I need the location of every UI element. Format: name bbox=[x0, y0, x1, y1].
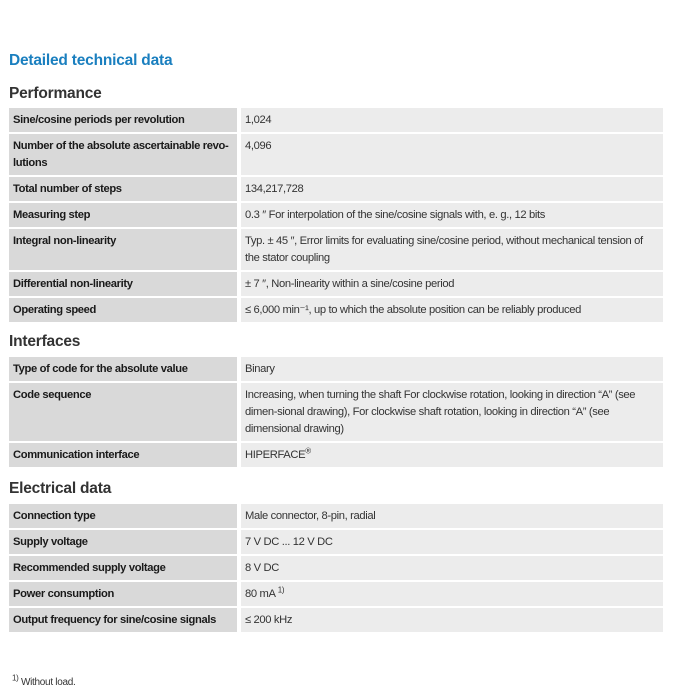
row-value-cell bbox=[239, 581, 663, 607]
table-row bbox=[9, 504, 663, 529]
footnote-marker: 1) bbox=[12, 673, 19, 683]
footnote-text: Without load. bbox=[21, 677, 76, 688]
table-row bbox=[9, 357, 663, 382]
table-row bbox=[9, 607, 663, 633]
table-row bbox=[9, 555, 663, 581]
row-label: Sine/cosine periods per revolution bbox=[9, 108, 239, 133]
row-value-cell bbox=[239, 442, 663, 468]
table-row bbox=[9, 581, 663, 607]
datasheet-page bbox=[9, 50, 663, 634]
row-label: Communication interface bbox=[9, 442, 239, 468]
section-title-interfaces: Interfaces bbox=[9, 333, 81, 350]
section-title-electrical: Electrical data bbox=[9, 480, 112, 497]
row-value: 8 V DC bbox=[239, 555, 663, 581]
table-row bbox=[9, 529, 663, 555]
row-label: Measuring step bbox=[9, 202, 239, 228]
row-label: Differential non-linearity bbox=[9, 271, 239, 297]
table-row bbox=[9, 271, 663, 297]
row-label: Output frequency for sine/cosine signals bbox=[9, 607, 239, 633]
row-value: 134,217,728 bbox=[239, 176, 663, 202]
table-row bbox=[9, 202, 663, 228]
row-value: Increasing, when turning the shaft For clockwise rotation, looking in direction “A” (see dimen-sional drawing), For clockwise shaft rotation, looking in direction “A” (see dimensional drawing) bbox=[239, 382, 663, 442]
row-label: Power consumption bbox=[9, 581, 239, 607]
page-title: Detailed technical data bbox=[9, 52, 173, 69]
row-label: Integral non-linearity bbox=[9, 228, 239, 271]
row-label: Total number of steps bbox=[9, 176, 239, 202]
electrical-table bbox=[9, 504, 663, 634]
section-title-performance: Performance bbox=[9, 85, 102, 102]
row-value: HIPERFACE bbox=[245, 449, 306, 461]
row-value: 4,096 bbox=[239, 133, 663, 176]
row-value: ≤ 200 kHz bbox=[239, 607, 663, 633]
table-row bbox=[9, 133, 663, 176]
row-value: Typ. ± 45 ″, Error limits for evaluating sine/cosine period, without mechanical tension of the stator coupling bbox=[239, 228, 663, 271]
table-row bbox=[9, 108, 663, 133]
row-label: Supply voltage bbox=[9, 529, 239, 555]
row-label: Operating speed bbox=[9, 297, 239, 323]
row-value: 1,024 bbox=[239, 108, 663, 133]
interfaces-table bbox=[9, 357, 663, 469]
table-row bbox=[9, 228, 663, 271]
row-value: Binary bbox=[239, 357, 663, 382]
row-label: Type of code for the absolute value bbox=[9, 357, 239, 382]
table-row bbox=[9, 382, 663, 442]
performance-table bbox=[9, 108, 663, 324]
row-value: ± 7 ″, Non-linearity within a sine/cosine period bbox=[239, 271, 663, 297]
footnote bbox=[12, 673, 76, 688]
row-value: 7 V DC ... 12 V DC bbox=[239, 529, 663, 555]
registered-mark: ® bbox=[305, 446, 311, 456]
table-row bbox=[9, 442, 663, 468]
row-label: Recommended supply voltage bbox=[9, 555, 239, 581]
row-label: Code sequence bbox=[9, 382, 239, 442]
row-value: 80 mA bbox=[245, 588, 275, 600]
row-value: Male connector, 8-pin, radial bbox=[239, 504, 663, 529]
row-value: 0.3 ″ For interpolation of the sine/cosine signals with, e. g., 12 bits bbox=[239, 202, 663, 228]
row-label: Connection type bbox=[9, 504, 239, 529]
row-label: Number of the absolute ascertainable revo-lutions bbox=[9, 133, 239, 176]
table-row bbox=[9, 297, 663, 323]
table-row bbox=[9, 176, 663, 202]
footnote-ref: 1) bbox=[277, 585, 285, 595]
row-value: ≤ 6,000 min⁻¹, up to which the absolute position can be reliably produced bbox=[239, 297, 663, 323]
